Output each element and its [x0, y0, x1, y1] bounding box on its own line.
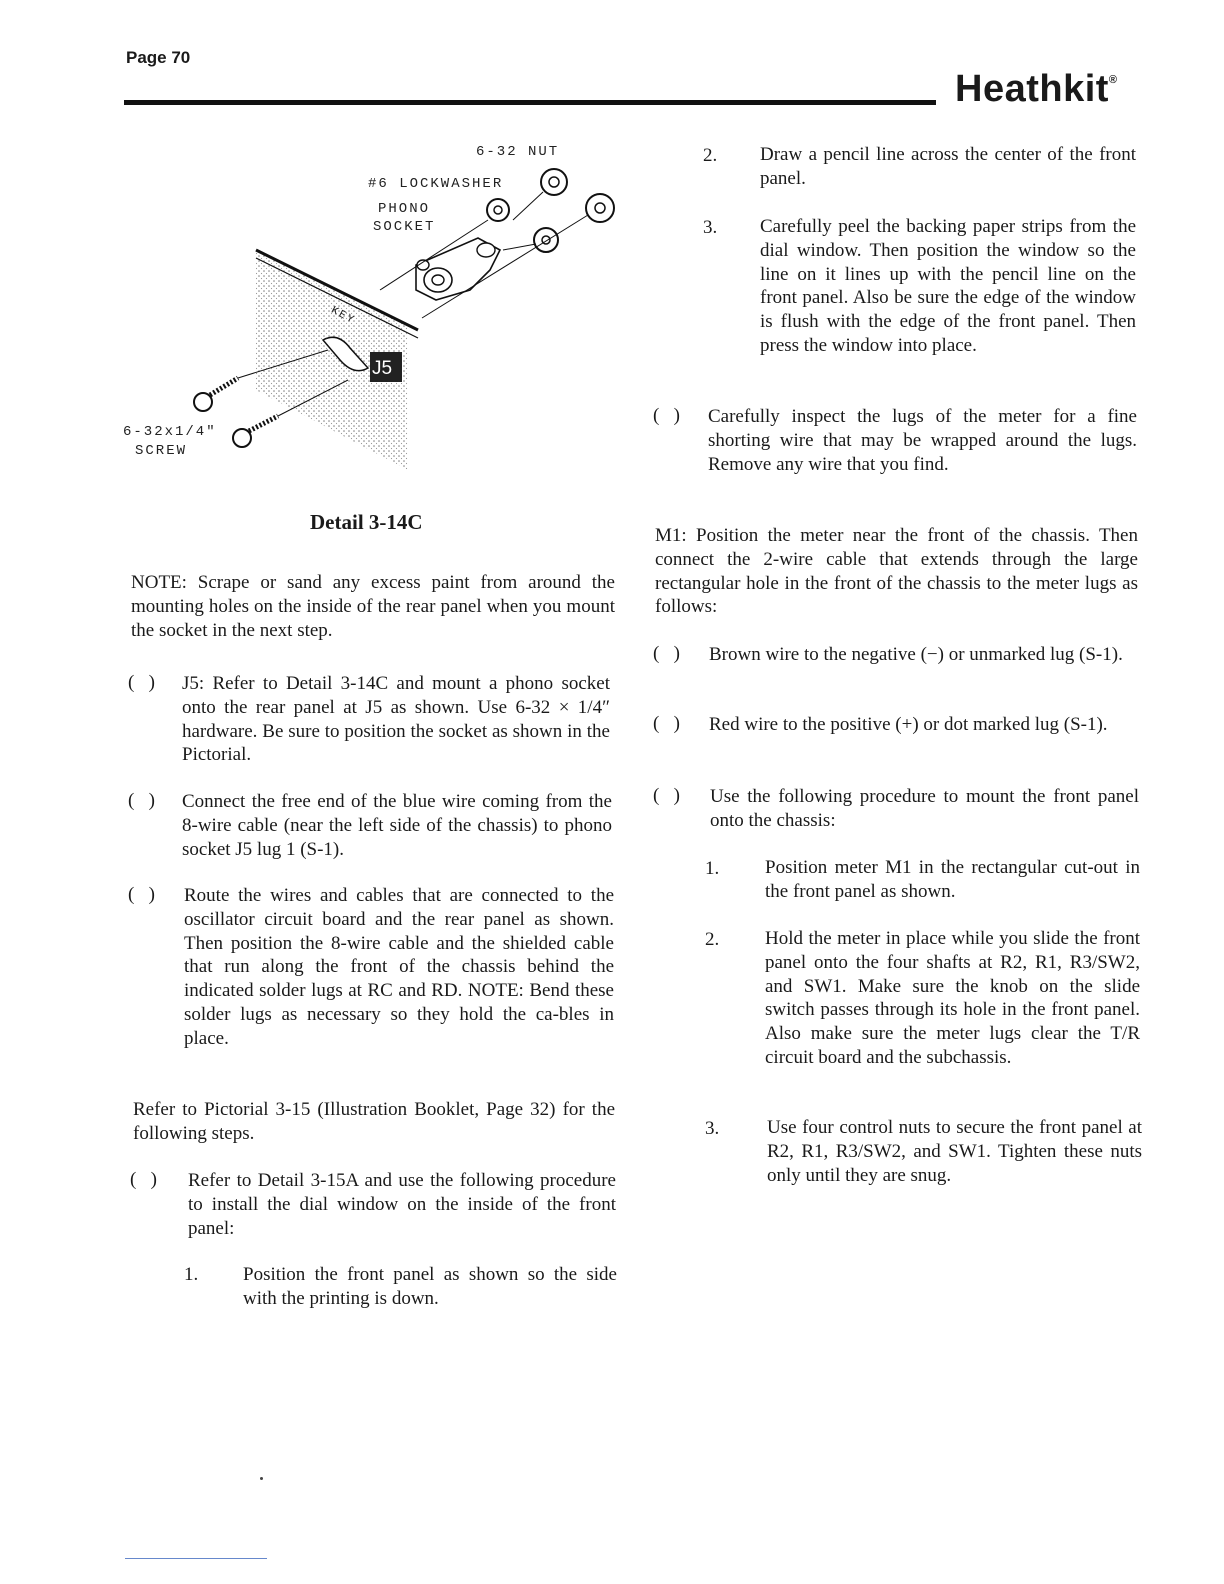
page-number: Page 70 — [126, 48, 191, 67]
checkbox-red-wire[interactable]: ( ) — [653, 713, 680, 734]
detail-figure — [118, 140, 628, 490]
step-mount-panel: Use the following procedure to mount the front panel onto the chassis: — [710, 786, 1139, 831]
note-paragraph: NOTE: Scrape or sand any excess paint from around the mounting holes on the inside of the rear panel when you mount the socket in the next step. — [131, 572, 615, 641]
step-route-wires: Route the wires and cables that are connected to the oscillator circuit board and the rear panel as shown. Then position the 8-wire cable and the shielded cable that run along the front of the chassis behind the indicated solder lugs at RC and RD. NOTE: Bend these solder lugs as necessary so they hold the ca-bles in place. — [184, 885, 614, 1049]
substep-text: Use four control nuts to secure the front panel at R2, R1, R3/SW2, and SW1. Tighten these nuts only until they are snug. — [767, 1117, 1142, 1186]
substep-number: 1. — [184, 1264, 199, 1285]
screw-label: SCREW — [135, 443, 188, 459]
checkbox-route-wires[interactable]: ( ) — [128, 884, 155, 905]
substep-number: 2. — [705, 929, 720, 950]
speck — [260, 1477, 263, 1480]
substep-text: Position meter M1 in the rectangular cut-out in the front panel as shown. — [765, 857, 1140, 902]
nut-shape-upper — [541, 169, 567, 195]
phono-socket-shape — [416, 238, 500, 300]
registered-mark: ® — [1108, 74, 1118, 86]
step-brown-wire: Brown wire to the negative (−) or unmarked lug (S-1). — [709, 644, 1123, 665]
substep-number: 1. — [705, 858, 720, 879]
figure-caption: Detail 3-14C — [310, 510, 423, 534]
lockwasher-shape-right — [534, 228, 558, 252]
substep-number: 2. — [703, 145, 718, 166]
substep-text: Position the front panel as shown so the side with the printing is down. — [243, 1264, 617, 1309]
j5-label: J5 — [372, 358, 393, 379]
brand-name: Heathkit — [955, 68, 1109, 110]
phono-label: PHONO — [378, 201, 431, 217]
nut-label: 6-32 NUT — [476, 144, 560, 160]
substep-number: 3. — [703, 217, 718, 238]
step-inspect-lugs: Carefully inspect the lugs of the meter for a fine shorting wire that may be wrapped around the lugs. Remove any wire that you find. — [708, 406, 1137, 475]
substep-text: Carefully peel the backing paper strips from the dial window. Then position the window so the line on it lines up with the pencil line on the front panel. Also be sure the edge of the window is flush with the edge of the front panel. Then press the window into place. — [760, 216, 1136, 356]
step-red-wire: Red wire to the positive (+) or dot marked lug (S-1). — [709, 714, 1108, 735]
checkbox-mount-panel[interactable]: ( ) — [653, 785, 680, 806]
step-blue-wire: Connect the free end of the blue wire coming from the 8-wire cable (near the left side of the chassis) to phono socket J5 lug 1 (S-1). — [182, 791, 612, 860]
checkbox-j5[interactable]: ( ) — [128, 672, 155, 693]
header-rule — [124, 100, 936, 105]
lockwasher-label: #6 LOCKWASHER — [368, 176, 504, 192]
screw-size-label: 6-32x1/4" — [123, 424, 217, 440]
substep-number: 3. — [705, 1118, 720, 1139]
checkbox-dial-window[interactable]: ( ) — [130, 1169, 157, 1190]
lockwasher-shape — [487, 199, 509, 221]
refer-paragraph: Refer to Pictorial 3-15 (Illustration Booklet, Page 32) for the following steps. — [133, 1099, 615, 1144]
checkbox-blue-wire[interactable]: ( ) — [128, 790, 155, 811]
m1-paragraph: M1: Position the meter near the front of the chassis. Then connect the 2-wire cable that extends through the large rectangular hole in the front of the chassis to the meter lugs as follows: — [655, 525, 1138, 618]
footer-line — [125, 1558, 267, 1559]
socket-label: SOCKET — [373, 219, 436, 235]
step-j5: J5: Refer to Detail 3-14C and mount a phono socket onto the rear panel at J5 as shown. Use 6-32 × 1/4″ hardware. Be sure to position the socket as shown in the Pictorial. — [182, 673, 610, 766]
checkbox-brown-wire[interactable]: ( ) — [653, 643, 680, 664]
step-dial-window: Refer to Detail 3-15A and use the following procedure to install the dial window on the inside of the front panel: — [188, 1170, 616, 1239]
brand-logo — [955, 68, 1118, 111]
key-label: KEY — [328, 304, 358, 328]
checkbox-inspect-lugs[interactable]: ( ) — [653, 405, 680, 426]
substep-text: Hold the meter in place while you slide the front panel onto the four shafts at R2, R1, R3/SW2, and SW1. Make sure the knob on the slide switch passes through its hole in the front panel. Also make sure the meter lugs clear the T/R circuit board and the subchassis. — [765, 928, 1140, 1068]
nut-shape-right — [586, 194, 614, 222]
substep-text: Draw a pencil line across the center of the front panel. — [760, 144, 1136, 189]
